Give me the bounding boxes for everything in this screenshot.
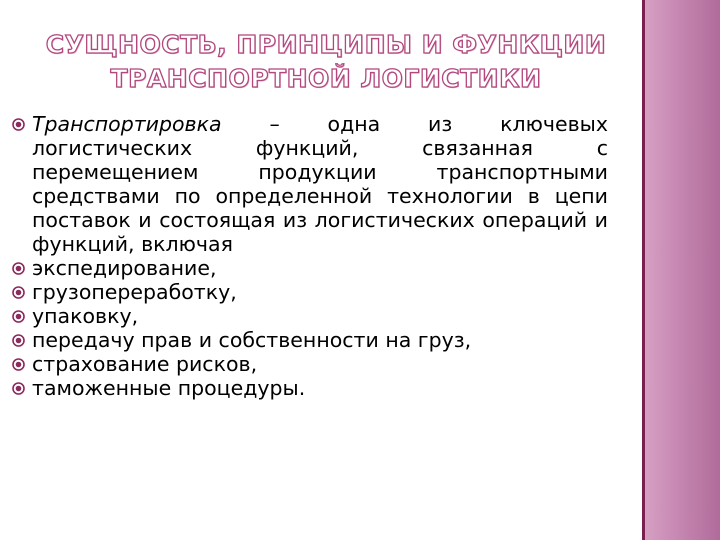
decorative-sidebar	[642, 0, 720, 540]
radio-bullet-icon	[12, 358, 25, 371]
list-item	[12, 328, 608, 352]
radio-bullet-icon	[12, 334, 25, 347]
lead-term: Транспортировка	[32, 112, 222, 136]
list-item	[12, 376, 608, 400]
radio-bullet-icon	[12, 118, 25, 131]
slide-body	[12, 112, 608, 400]
bullet-list	[12, 256, 608, 400]
radio-bullet-icon	[12, 286, 25, 299]
lead-text: – одна из ключевых логистических функций, связанная с перемещением продукции транспортными средствами по определенной технологии в цепи поставок и состоящая из логистических операций и функций, включая	[32, 112, 608, 256]
list-item-text: страхование рисков,	[32, 352, 258, 376]
list-item-text: грузопереработку,	[32, 280, 237, 304]
list-item-text: передачу прав и собственности на груз,	[32, 328, 472, 352]
list-item-text: упаковку,	[32, 304, 139, 328]
radio-bullet-icon	[12, 262, 25, 275]
radio-bullet-icon	[12, 310, 25, 323]
list-item	[12, 304, 608, 328]
list-item	[12, 352, 608, 376]
list-item	[12, 280, 608, 304]
radio-bullet-icon	[12, 382, 25, 395]
list-item-text: экспедирование,	[32, 256, 217, 280]
lead-paragraph	[12, 112, 608, 256]
slide-title: СУЩНОСТЬ, ПРИНЦИПЫ И ФУНКЦИИ ТРАНСПОРТНОЙ ЛОГИСТИКИ	[45, 30, 607, 93]
list-item	[12, 256, 608, 280]
list-item-text: таможенные процедуры.	[32, 376, 306, 400]
